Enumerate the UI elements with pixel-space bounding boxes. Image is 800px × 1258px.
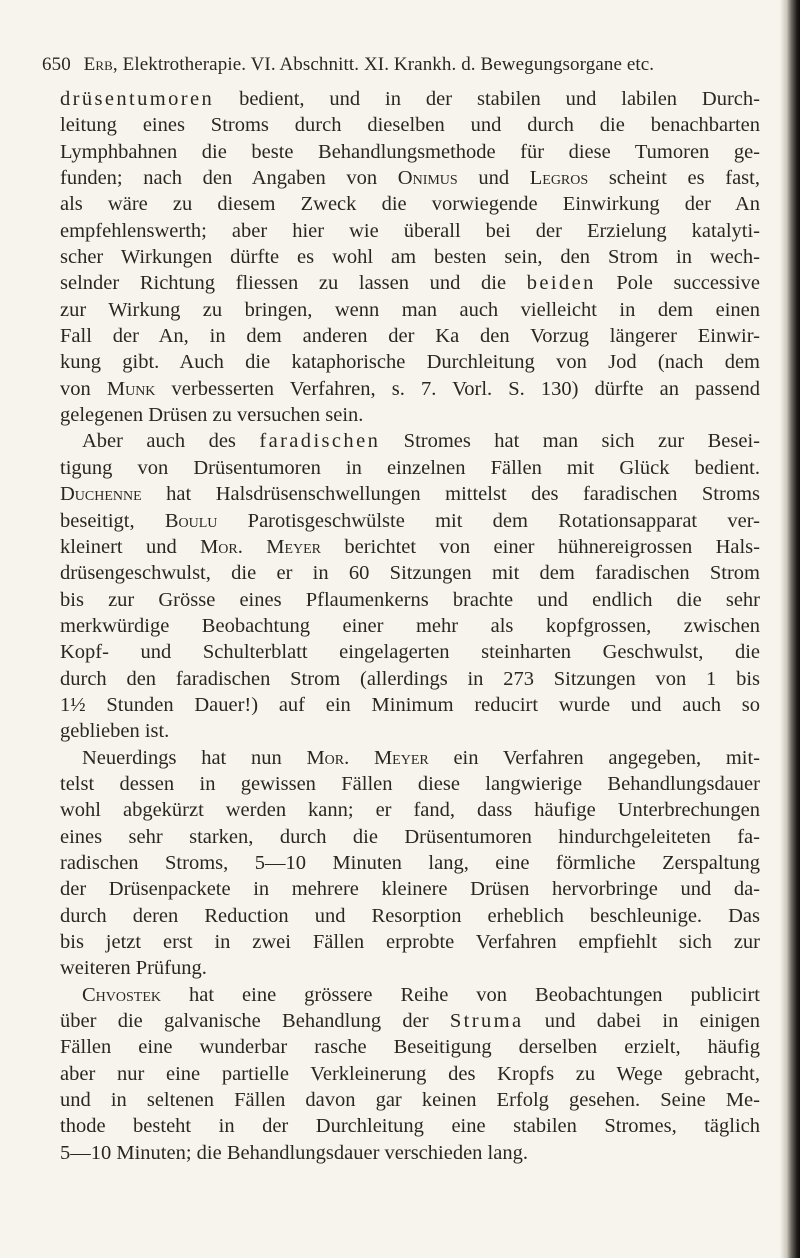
author-name: Onimus [397,167,458,190]
text-run: 5—10 Minuten; die Behandlungsdauer verschieden lang. [60,1141,528,1164]
text-run: scher Wirkungen dürfte es wohl am besten sein, den Strom in wech- [60,246,760,269]
text-line [60,745,760,771]
text-line [60,218,760,244]
text-run: kung gibt. Auch die kataphorische Durchleitung von Jod (nach dem [60,351,760,374]
text-line [60,771,760,797]
text-line [60,349,760,375]
text-run: ein Verfahren angegeben, mit- [428,746,760,769]
text-run: und dabei in einigen [523,1010,760,1033]
text-line [60,1113,760,1139]
text-run: verbesserten Verfahren, s. 7. Vorl. S. 130) dürfte an passend [155,377,760,400]
author-name: Legros [529,167,589,190]
text-line [60,455,760,481]
text-line [60,639,760,665]
text-line [60,534,760,560]
text-line [60,165,760,191]
header-title: , Elektrotherapie. VI. Abschnitt. XI. Krankh. d. Bewegungsorgane etc. [112,54,655,75]
text-line [60,1140,760,1166]
text-run: thode besteht in der Durchleitung eine stabilen Stromes, täglich [60,1115,760,1138]
text-run: berichtet von einer hühnereigrossen Hals- [321,535,760,558]
text-line [60,955,760,981]
text-run: Stromes hat man sich zur Besei- [380,430,760,453]
text-line [60,1034,760,1060]
author-name: Chvostek [82,983,162,1006]
text-line [60,139,760,165]
text-run: Parotisgeschwülste mit dem Rotationsapparat ver- [217,509,760,532]
text-run: beseitigt, [60,509,165,532]
text-run: eines sehr starken, durch die Drüsentumoren hindurchgeleiteten fa- [60,825,760,848]
emphasized-word: beiden [526,272,596,295]
text-run: Aber auch des [82,430,260,453]
text-run: drüsengeschwulst, die er in 60 Sitzungen mit dem faradischen Strom [60,562,760,585]
text-run: merkwürdige Beobachtung einer mehr als kopfgrossen, zwischen [60,614,760,637]
author-name: Mor. Meyer [200,535,322,558]
text-run: aber nur eine partielle Verkleinerung des Kropfs zu Wege gebracht, [60,1062,760,1085]
text-line [60,1008,760,1034]
text-line [60,402,760,428]
emphasized-word: Struma [449,1010,524,1033]
author-name: Mor. Meyer [306,746,429,769]
body-text [60,86,760,1166]
author-name: Duchenne [60,483,142,506]
text-run: bis zur Grösse eines Pflaumenkerns brachte und endlich die sehr [60,588,760,611]
text-line [60,1061,760,1087]
text-line [60,428,760,454]
text-run: Kopf- und Schulterblatt eingelagerten steinharten Geschwulst, die [60,641,760,664]
text-line [60,850,760,876]
text-line [60,244,760,270]
emphasized-word: faradischen [259,430,381,453]
running-header [42,54,772,76]
text-run: selnder Richtung fliessen zu lassen und die [60,272,527,295]
text-line [60,297,760,323]
text-run: wohl abgekürzt werden kann; er fand, dass häufige Unterbrechungen [60,799,760,822]
text-run: Lymphbahnen die beste Behandlungsmethode für diese Tumoren ge- [60,140,760,163]
text-run: 1½ Stunden Dauer!) auf ein Minimum reducirt wurde und auch so [60,693,760,716]
text-run: scheint es fast, [588,167,760,190]
text-run: geblieben ist. [60,720,170,743]
text-run: Fällen eine wunderbar rasche Beseitigung derselben erzielt, häufig [60,1036,760,1059]
text-run: funden; nach den Angaben von [60,167,398,190]
text-run: telst dessen in gewissen Fällen diese langwierige Behandlungsdauer [60,772,760,795]
text-run: weiteren Prüfung. [60,957,207,980]
text-line [60,666,760,692]
text-line [60,824,760,850]
text-run: Neuerdings hat nun [82,746,307,769]
page-number: 650 [42,54,71,75]
text-run: kleinert und [60,535,201,558]
emphasized-word: drüsentumoren [60,88,215,110]
text-run: radischen Stroms, 5—10 Minuten lang, eine förmliche Zerspaltung [60,851,760,874]
text-run: hat eine grössere Reihe von Beobachtungen publicirt [161,983,760,1006]
text-run: und [457,167,530,190]
text-line [60,560,760,586]
binding-edge [786,0,800,1258]
text-run: durch den faradischen Strom (allerdings in 273 Sitzungen von 1 bis [60,667,760,690]
text-run: hat Halsdrüsenschwellungen mittelst des faradischen Stroms [141,483,760,506]
text-line [60,692,760,718]
text-line [60,86,760,112]
text-line [60,323,760,349]
text-line [60,1087,760,1113]
text-line [60,797,760,823]
text-run: als wäre zu diesem Zweck die vorwiegende Einwirkung der An [60,193,760,216]
text-run: tigung von Drüsentumoren in einzelnen Fällen mit Glück bedient. [60,456,760,479]
text-line [60,876,760,902]
text-run: Fall der An, in dem anderen der Ka den Vorzug längerer Einwir- [60,325,760,348]
text-run: Pole successive [595,272,760,295]
text-run: der Drüsenpackete in mehrere kleinere Drüsen hervorbringe und da- [60,878,760,901]
text-run: leitung eines Stroms durch dieselben und durch die benachbarten [60,114,760,137]
text-line [60,718,760,744]
text-run: bedient, und in der stabilen und labilen Durch- [214,88,760,110]
text-run: empfehlenswerth; aber hier wie überall bei der Erzielung katalyti- [60,219,760,242]
text-line [60,112,760,138]
text-line [60,270,760,296]
text-line [60,191,760,217]
text-run: gelegenen Drüsen zu versuchen sein. [60,404,364,427]
text-line [60,982,760,1008]
text-run: durch deren Reduction und Resorption erheblich beschleunige. Das [60,904,760,927]
text-line [60,587,760,613]
text-line [60,903,760,929]
text-line [60,481,760,507]
text-run: über die galvanische Behandlung der [60,1010,450,1033]
author-name: Munk [106,377,156,400]
text-line [60,508,760,534]
text-line [60,376,760,402]
text-run: und in seltenen Fällen davon gar keinen Erfolg gesehen. Seine Me- [60,1089,760,1112]
text-run: von [60,377,107,400]
text-line [60,613,760,639]
text-run: zur Wirkung zu bringen, wenn man auch vielleicht in dem einen [60,298,760,321]
header-author: Erb [83,54,113,75]
text-line [60,929,760,955]
text-run: bis jetzt erst in zwei Fällen erprobte Verfahren empfiehlt sich zur [60,931,760,953]
author-name: Boulu [164,509,218,532]
